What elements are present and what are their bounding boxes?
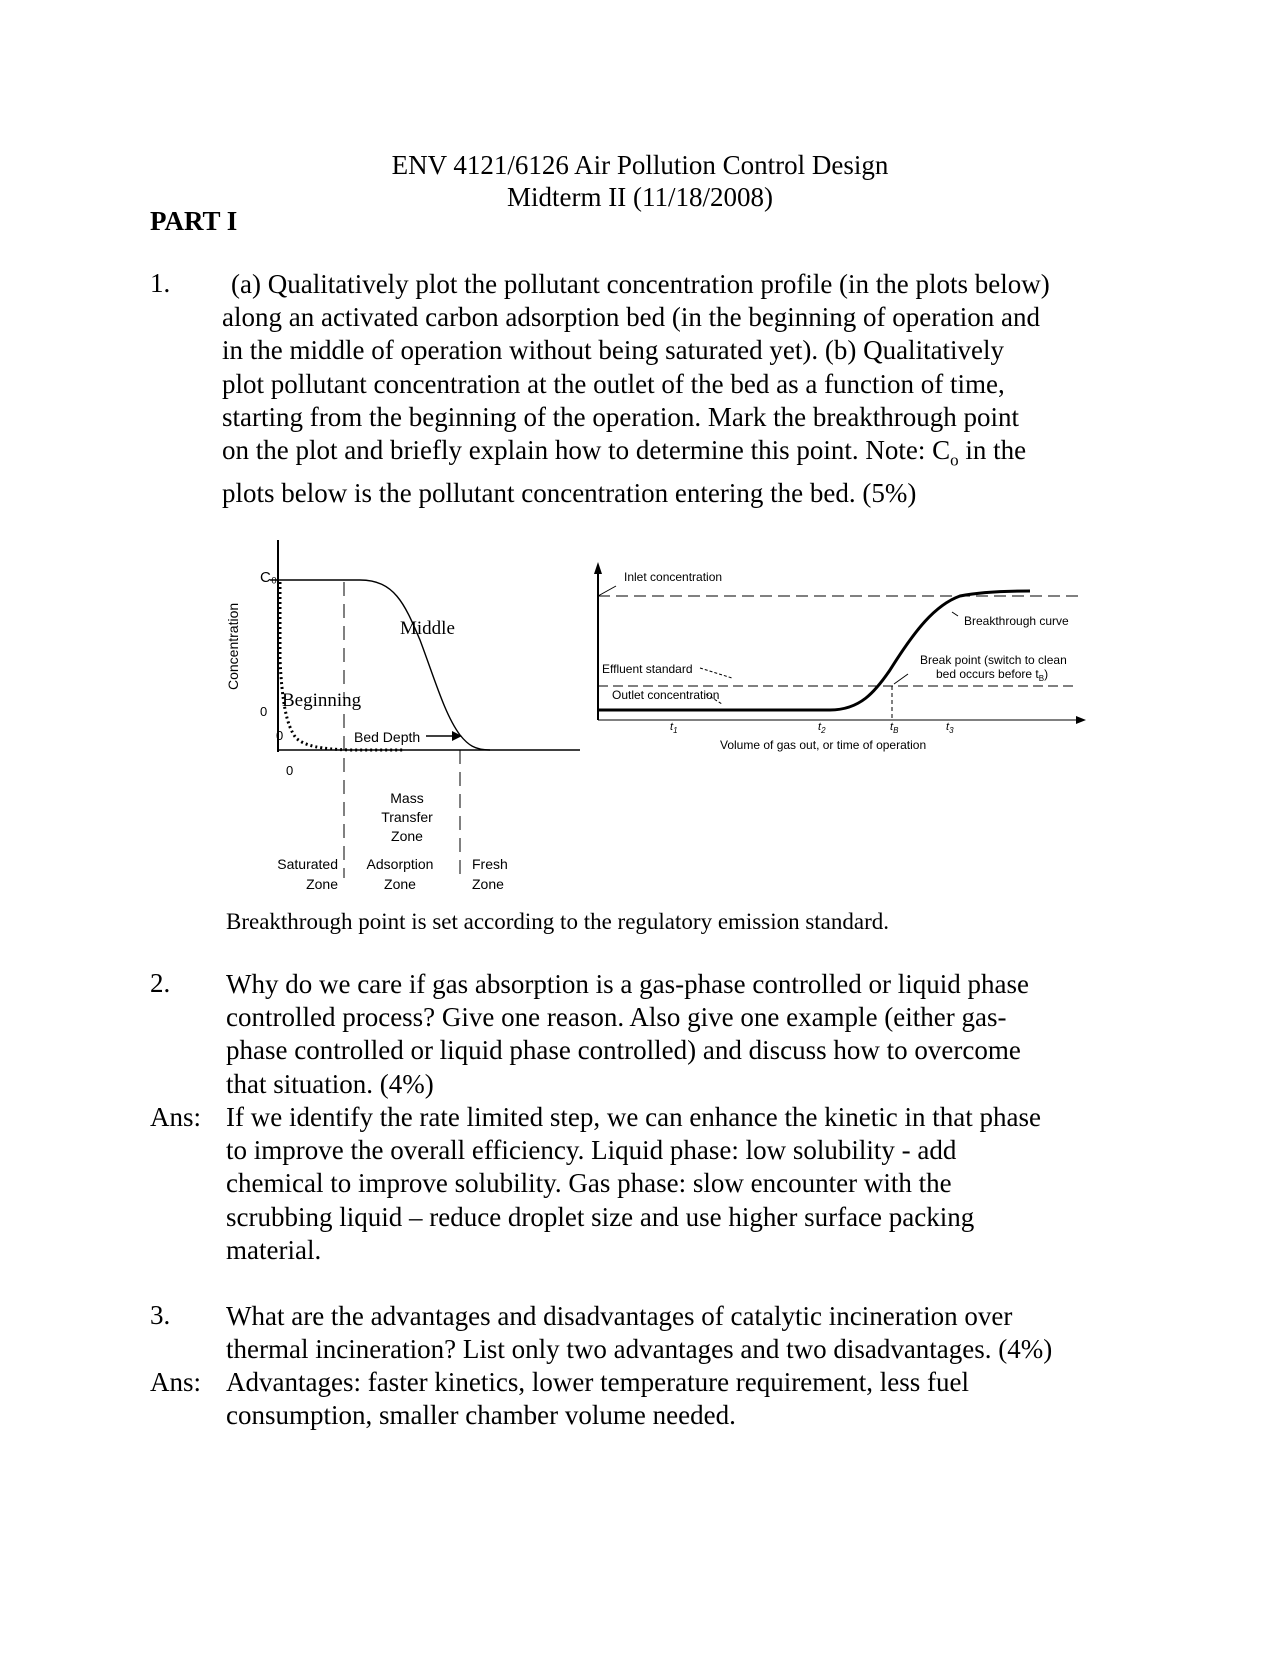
fresh-label-1: Fresh (472, 856, 508, 872)
q2-line: controlled process? Give one reason. Also give one example (either gas- (226, 1002, 1007, 1033)
mtz-label-3: Zone (391, 828, 423, 844)
mtz-label-1: Mass (390, 790, 424, 806)
arrow-up-icon (594, 562, 602, 574)
q3-number: 3. (150, 1300, 171, 1330)
saturated-label-1: Saturated (277, 856, 338, 872)
q2-line: that situation. (4%) (226, 1068, 434, 1099)
inlet-pointer (598, 586, 616, 596)
arrow-head-icon (452, 731, 462, 741)
y-axis-label: Concentration (225, 602, 241, 690)
q1-number: 1. (150, 268, 171, 298)
q1-line: (a) Qualitatively plot the pollutant concentration profile (in the plots below) (231, 269, 1050, 299)
mtz-label-2: Transfer (381, 809, 433, 825)
document-title: ENV 4121/6126 Air Pollution Control Design (391, 150, 889, 180)
q2-number: 2. (150, 968, 171, 998)
effluent-pointer (700, 668, 732, 678)
effluent-standard-label: Effluent standard (602, 662, 693, 676)
q3-text (226, 1300, 1186, 1366)
q2-answer-line: If we identify the rate limited step, we can enhance the kinetic in that phase (226, 1102, 1041, 1132)
saturated-label-2: Zone (306, 876, 338, 892)
q2-answer-label: Ans: (150, 1102, 202, 1132)
q1-text (222, 268, 1182, 510)
beginning-curve (280, 582, 405, 750)
q1-line: on the plot and briefly explain how to determine this point. Note: $C_o$ in the (222, 435, 1027, 470)
q3-answer-label: Ans: (150, 1367, 202, 1397)
tb-label: $t_B$ (890, 721, 899, 735)
document-subtitle: Midterm II (11/18/2008) (507, 182, 773, 212)
q3-line: What are the advantages and disadvantages of catalytic incineration over (226, 1301, 1013, 1331)
q2-answer-line: chemical to improve solubility. Gas phase: slow encounter with the (226, 1168, 952, 1199)
breakthrough-figure (590, 560, 1090, 800)
t1-label: $t_1$ (670, 721, 678, 735)
q2-answer-line: scrubbing liquid – reduce droplet size and use higher surface packing (226, 1201, 975, 1232)
q3-answer-line: Advantages: faster kinetics, lower temperature requirement, less fuel (226, 1367, 969, 1397)
q1-line: in the middle of operation without being saturated yet). (b) Qualitatively (222, 335, 1005, 366)
breakthrough-pointer (952, 612, 958, 616)
beginning-label: Beginning (282, 690, 362, 711)
x-axis-label: Volume of gas out, or time of operation (720, 738, 927, 752)
q2-answer (226, 1101, 1186, 1267)
breakpoint-label-2: bed occurs before $t_B$) (936, 667, 1049, 683)
adsorption-label-2: Zone (384, 876, 416, 892)
fresh-label-2: Zone (472, 876, 504, 892)
adsorption-label-1: Adsorption (366, 856, 434, 872)
q3-answer-line: consumption, smaller chamber volume needed. (226, 1400, 736, 1431)
q1-line: plot pollutant concentration at the outlet of the bed as a function of time, (222, 368, 1005, 399)
y-zero-label: 0 (260, 704, 268, 719)
q1-answer: Breakthrough point is set according to the regulatory emission standard. (226, 909, 890, 934)
y-origin-label: 0 (276, 728, 284, 743)
bed-depth-label: Bed Depth (354, 729, 421, 745)
x-origin-label: 0 (286, 763, 294, 778)
bed-profile-figure (220, 530, 590, 910)
c0-label: C₀ (260, 569, 278, 586)
middle-label: Middle (400, 618, 455, 639)
middle-curve (360, 580, 490, 750)
t2-label: $t_2$ (818, 721, 826, 735)
q2-line: Why do we care if gas absorption is a gas-phase controlled or liquid phase (226, 969, 1030, 999)
q1-line: starting from the beginning of the operation. Mark the breakthrough point (222, 401, 1020, 432)
q2-answer-line: to improve the overall efficiency. Liquid phase: low solubility - add (226, 1135, 957, 1166)
q1-line: plots below is the pollutant concentration entering the bed. (5%) (222, 477, 917, 508)
q2-answer-line: material. (226, 1234, 322, 1265)
q2-line: phase controlled or liquid phase controlled) and discuss how to overcome (226, 1035, 1021, 1066)
q3-line: thermal incineration? List only two advantages and two disadvantages. (4%) (226, 1334, 1053, 1365)
inlet-concentration-label: Inlet concentration (624, 570, 723, 584)
part-label: PART I (150, 206, 238, 236)
q2-text (226, 968, 1186, 1101)
q3-answer (226, 1366, 1186, 1432)
breakthrough-curve-label: Breakthrough curve (964, 614, 1069, 628)
outlet-concentration-label: Outlet concentration (612, 688, 720, 702)
breakpoint-pointer (894, 674, 908, 684)
t3-label: $t_3$ (946, 721, 954, 735)
q1-line: along an activated carbon adsorption bed (in the beginning of operation and (222, 302, 1040, 333)
breakpoint-label-1: Break point (switch to clean (920, 653, 1067, 667)
arrow-right-icon (1076, 716, 1086, 724)
